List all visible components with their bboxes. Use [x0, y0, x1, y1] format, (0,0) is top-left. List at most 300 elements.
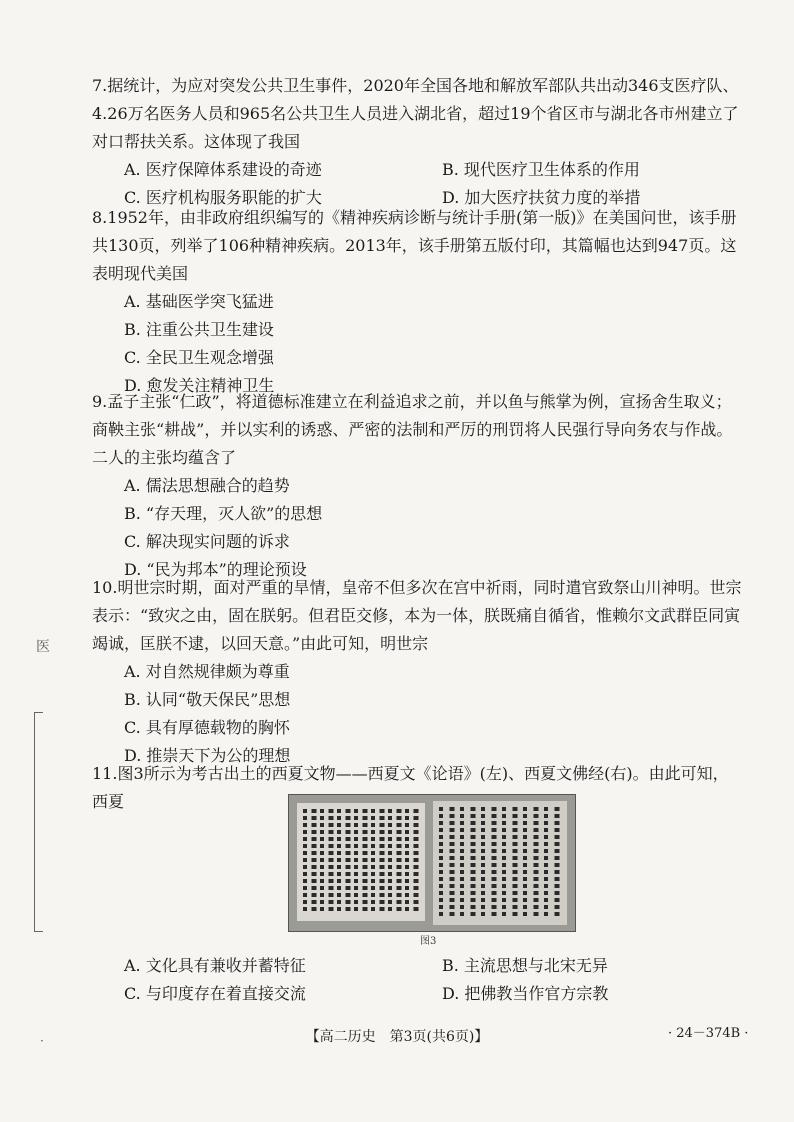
- manuscript-glyph: [337, 851, 341, 855]
- manuscript-glyph: [354, 851, 358, 855]
- manuscript-glyph: [544, 891, 548, 895]
- manuscript-glyph: [523, 884, 527, 888]
- question-9-option-d[interactable]: D. “民为邦本”的理论预设: [124, 560, 307, 579]
- manuscript-glyph: [523, 877, 527, 881]
- manuscript-glyph: [513, 905, 518, 909]
- question-9-stem: 9.孟子主张“仁政”，将道德标准建立在利益追求之前，并以鱼与熊掌为例，宣扬舍生取义；商鞅主张“耕战”，并以实利的诱惑、严密的法制和严厉的刑罚将人民强行导向务农与作战。二人的主张均蕴含了: [92, 392, 733, 467]
- manuscript-glyph: [320, 851, 324, 855]
- manuscript-glyph: [450, 807, 455, 811]
- manuscript-glyph: [492, 807, 497, 811]
- manuscript-glyph: [534, 877, 539, 881]
- manuscript-glyph: [380, 816, 385, 820]
- manuscript-glyph: [544, 814, 548, 818]
- manuscript-glyph: [337, 844, 341, 848]
- manuscript-glyph: [555, 828, 560, 832]
- manuscript-glyph: [534, 898, 539, 902]
- manuscript-glyph: [513, 891, 518, 895]
- manuscript-glyph: [371, 823, 375, 827]
- manuscript-glyph: [513, 828, 518, 832]
- manuscript-glyph: [346, 858, 351, 862]
- question-8-option-b[interactable]: B. 注重公共卫生建设: [124, 320, 274, 339]
- manuscript-glyph: [544, 884, 548, 888]
- manuscript-glyph: [312, 851, 317, 855]
- manuscript-glyph: [502, 814, 506, 818]
- manuscript-glyph: [502, 842, 506, 846]
- manuscript-glyph: [337, 865, 341, 869]
- manuscript-glyph: [337, 872, 341, 876]
- manuscript-glyph: [371, 893, 375, 897]
- manuscript-glyph: [439, 821, 443, 825]
- manuscript-glyph: [523, 821, 527, 825]
- manuscript-glyph: [414, 837, 419, 841]
- manuscript-glyph: [303, 837, 307, 841]
- manuscript-glyph: [329, 851, 334, 855]
- figure-3-right-sutra-page: [433, 801, 567, 925]
- question-10-options: [92, 658, 742, 770]
- manuscript-glyph: [523, 905, 527, 909]
- manuscript-glyph: [471, 884, 476, 888]
- manuscript-glyph: [320, 809, 324, 813]
- manuscript-glyph: [544, 856, 548, 860]
- manuscript-glyph: [303, 886, 307, 890]
- question-11-options: [92, 952, 742, 1008]
- manuscript-glyph: [312, 830, 317, 834]
- manuscript-glyph: [492, 884, 497, 888]
- manuscript-glyph: [405, 886, 409, 890]
- manuscript-glyph: [492, 898, 497, 902]
- manuscript-glyph: [329, 865, 334, 869]
- manuscript-glyph: [337, 809, 341, 813]
- manuscript-glyph: [320, 886, 324, 890]
- manuscript-glyph: [450, 870, 455, 874]
- manuscript-glyph: [481, 863, 485, 867]
- manuscript-glyph: [405, 900, 409, 904]
- manuscript-glyph: [388, 886, 392, 890]
- manuscript-glyph: [523, 835, 527, 839]
- manuscript-glyph: [544, 821, 548, 825]
- manuscript-glyph: [329, 886, 334, 890]
- manuscript-glyph: [471, 877, 476, 881]
- manuscript-glyph: [414, 879, 419, 883]
- manuscript-glyph: [544, 828, 548, 832]
- manuscript-glyph: [414, 900, 419, 904]
- manuscript-glyph: [513, 807, 518, 811]
- manuscript-glyph: [337, 837, 341, 841]
- manuscript-glyph: [414, 872, 419, 876]
- manuscript-glyph: [502, 807, 506, 811]
- manuscript-glyph: [534, 828, 539, 832]
- manuscript-glyph: [303, 900, 307, 904]
- manuscript-glyph: [523, 856, 527, 860]
- manuscript-glyph: [320, 858, 324, 862]
- manuscript-glyph: [397, 844, 402, 848]
- manuscript-glyph: [346, 893, 351, 897]
- manuscript-glyph: [371, 907, 375, 911]
- manuscript-glyph: [439, 807, 443, 811]
- question-7-option-b[interactable]: B. 现代医疗卫生体系的作用: [442, 160, 640, 179]
- manuscript-glyph: [388, 858, 392, 862]
- manuscript-glyph: [460, 912, 464, 916]
- manuscript-glyph: [388, 900, 392, 904]
- manuscript-glyph: [460, 842, 464, 846]
- manuscript-glyph: [397, 837, 402, 841]
- manuscript-glyph: [502, 828, 506, 832]
- manuscript-glyph: [492, 856, 497, 860]
- manuscript-glyph: [523, 807, 527, 811]
- manuscript-glyph: [363, 816, 368, 820]
- manuscript-glyph: [354, 886, 358, 890]
- manuscript-glyph: [354, 844, 358, 848]
- manuscript-glyph: [555, 814, 560, 818]
- manuscript-glyph: [329, 858, 334, 862]
- manuscript-glyph: [397, 865, 402, 869]
- question-9-option-b[interactable]: B. “存天理，灭人欲”的思想: [124, 504, 323, 523]
- manuscript-glyph: [523, 912, 527, 916]
- manuscript-glyph: [460, 870, 464, 874]
- manuscript-glyph: [320, 865, 324, 869]
- manuscript-glyph: [312, 858, 317, 862]
- manuscript-glyph: [397, 886, 402, 890]
- manuscript-glyph: [337, 816, 341, 820]
- manuscript-glyph: [329, 830, 334, 834]
- manuscript-glyph: [481, 835, 485, 839]
- manuscript-glyph: [380, 872, 385, 876]
- manuscript-glyph: [544, 905, 548, 909]
- manuscript-glyph: [450, 814, 455, 818]
- manuscript-glyph: [555, 856, 560, 860]
- manuscript-glyph: [450, 828, 455, 832]
- question-9-option-c[interactable]: C. 解决现实问题的诉求: [124, 532, 290, 551]
- figure-3-left-analects-page: [297, 803, 425, 921]
- manuscript-glyph: [460, 821, 464, 825]
- question-7-option-c[interactable]: C. 医疗机构服务职能的扩大: [124, 188, 322, 207]
- manuscript-glyph: [471, 814, 476, 818]
- manuscript-glyph: [534, 807, 539, 811]
- manuscript-glyph: [405, 809, 409, 813]
- manuscript-glyph: [320, 879, 324, 883]
- manuscript-glyph: [534, 821, 539, 825]
- manuscript-glyph: [439, 891, 443, 895]
- manuscript-glyph: [460, 814, 464, 818]
- manuscript-glyph: [354, 830, 358, 834]
- manuscript-glyph: [523, 870, 527, 874]
- manuscript-glyph: [439, 842, 443, 846]
- manuscript-glyph: [534, 842, 539, 846]
- manuscript-glyph: [337, 858, 341, 862]
- manuscript-glyph: [523, 828, 527, 832]
- manuscript-glyph: [544, 912, 548, 916]
- manuscript-glyph: [337, 907, 341, 911]
- manuscript-glyph: [371, 830, 375, 834]
- manuscript-glyph: [460, 891, 464, 895]
- manuscript-glyph: [513, 898, 518, 902]
- manuscript-glyph: [471, 912, 476, 916]
- manuscript-glyph: [513, 842, 518, 846]
- manuscript-glyph: [371, 851, 375, 855]
- question-10-option-d[interactable]: D. 推崇天下为公的理想: [124, 746, 291, 765]
- paper-code: · 24－374B ·: [668, 1026, 749, 1041]
- manuscript-glyph: [380, 823, 385, 827]
- manuscript-glyph: [346, 816, 351, 820]
- manuscript-glyph: [363, 865, 368, 869]
- manuscript-glyph: [388, 907, 392, 911]
- manuscript-glyph: [555, 912, 560, 916]
- question-7-option-a[interactable]: A. 医疗保障体系建设的奇迹: [124, 160, 322, 179]
- manuscript-glyph: [471, 856, 476, 860]
- manuscript-glyph: [346, 809, 351, 813]
- manuscript-glyph: [555, 870, 560, 874]
- manuscript-glyph: [439, 877, 443, 881]
- manuscript-glyph: [439, 856, 443, 860]
- manuscript-glyph: [492, 870, 497, 874]
- question-8-option-d[interactable]: D. 愈发关注精神卫生: [124, 376, 275, 395]
- manuscript-glyph: [450, 912, 455, 916]
- manuscript-glyph: [544, 842, 548, 846]
- question-11-option-c[interactable]: C. 与印度存在着直接交流: [124, 984, 306, 1003]
- manuscript-glyph: [534, 905, 539, 909]
- question-11-option-d[interactable]: D. 把佛教当作官方宗教: [442, 984, 609, 1003]
- manuscript-glyph: [346, 837, 351, 841]
- manuscript-glyph: [544, 877, 548, 881]
- manuscript-glyph: [320, 893, 324, 897]
- manuscript-glyph: [388, 837, 392, 841]
- binding-line: [34, 712, 43, 932]
- manuscript-glyph: [329, 907, 334, 911]
- manuscript-glyph: [439, 849, 443, 853]
- manuscript-glyph: [380, 851, 385, 855]
- manuscript-glyph: [397, 851, 402, 855]
- manuscript-glyph: [388, 844, 392, 848]
- manuscript-glyph: [363, 851, 368, 855]
- manuscript-glyph: [312, 809, 317, 813]
- manuscript-glyph: [555, 884, 560, 888]
- manuscript-glyph: [397, 893, 402, 897]
- question-10-option-a[interactable]: A. 对自然规律颇为尊重: [124, 662, 290, 681]
- manuscript-glyph: [346, 907, 351, 911]
- manuscript-glyph: [354, 893, 358, 897]
- manuscript-glyph: [354, 865, 358, 869]
- manuscript-glyph: [329, 893, 334, 897]
- manuscript-glyph: [320, 844, 324, 848]
- manuscript-glyph: [439, 814, 443, 818]
- manuscript-glyph: [329, 872, 334, 876]
- manuscript-glyph: [450, 821, 455, 825]
- margin-mark: 医: [36, 639, 50, 655]
- manuscript-glyph: [405, 851, 409, 855]
- manuscript-glyph: [502, 884, 506, 888]
- question-7-stem: 7.据统计，为应对突发公共卫生事件，2020年全国各地和解放军部队共出动346支医疗队、4.26万名医务人员和965名公共卫生人员进入湖北省，超过19个省区市与湖北各市州建立了对口帮扶关系。这体现了我国: [92, 76, 739, 151]
- manuscript-glyph: [471, 828, 476, 832]
- question-8-option-a[interactable]: A. 基础医学突飞猛进: [124, 292, 274, 311]
- manuscript-glyph: [388, 816, 392, 820]
- manuscript-glyph: [320, 830, 324, 834]
- manuscript-glyph: [414, 907, 419, 911]
- manuscript-glyph: [363, 900, 368, 904]
- manuscript-glyph: [471, 849, 476, 853]
- manuscript-glyph: [450, 842, 455, 846]
- manuscript-glyph: [371, 900, 375, 904]
- manuscript-glyph: [460, 856, 464, 860]
- manuscript-glyph: [405, 844, 409, 848]
- manuscript-glyph: [337, 893, 341, 897]
- manuscript-glyph: [513, 835, 518, 839]
- manuscript-glyph: [363, 858, 368, 862]
- manuscript-glyph: [388, 830, 392, 834]
- manuscript-glyph: [414, 830, 419, 834]
- manuscript-glyph: [312, 900, 317, 904]
- manuscript-glyph: [303, 893, 307, 897]
- manuscript-glyph: [363, 809, 368, 813]
- manuscript-glyph: [380, 900, 385, 904]
- manuscript-glyph: [450, 849, 455, 853]
- manuscript-glyph: [523, 842, 527, 846]
- manuscript-glyph: [363, 907, 368, 911]
- manuscript-glyph: [523, 891, 527, 895]
- manuscript-glyph: [363, 844, 368, 848]
- manuscript-glyph: [320, 837, 324, 841]
- manuscript-glyph: [363, 872, 368, 876]
- manuscript-glyph: [363, 830, 368, 834]
- manuscript-glyph: [481, 807, 485, 811]
- question-11-options-block: [92, 952, 742, 1008]
- question-10-option-c[interactable]: C. 具有厚德载物的胸怀: [124, 718, 290, 737]
- manuscript-glyph: [534, 835, 539, 839]
- manuscript-glyph: [492, 849, 497, 853]
- manuscript-glyph: [481, 891, 485, 895]
- manuscript-glyph: [502, 849, 506, 853]
- manuscript-glyph: [354, 907, 358, 911]
- question-8: [92, 204, 742, 400]
- manuscript-glyph: [371, 879, 375, 883]
- manuscript-glyph: [555, 842, 560, 846]
- manuscript-glyph: [380, 893, 385, 897]
- manuscript-glyph: [513, 821, 518, 825]
- question-9: [92, 388, 742, 584]
- manuscript-glyph: [414, 809, 419, 813]
- manuscript-glyph: [303, 872, 307, 876]
- manuscript-glyph: [405, 879, 409, 883]
- question-10-option-b[interactable]: B. 认同“敬天保民”思想: [124, 690, 291, 709]
- manuscript-glyph: [354, 900, 358, 904]
- manuscript-glyph: [471, 905, 476, 909]
- manuscript-glyph: [320, 823, 324, 827]
- manuscript-glyph: [371, 886, 375, 890]
- manuscript-glyph: [534, 814, 539, 818]
- manuscript-glyph: [371, 809, 375, 813]
- manuscript-glyph: [534, 912, 539, 916]
- manuscript-glyph: [439, 905, 443, 909]
- question-8-option-c[interactable]: C. 全民卫生观念增强: [124, 348, 274, 367]
- question-11-option-b[interactable]: B. 主流思想与北宋无异: [442, 956, 608, 975]
- manuscript-glyph: [354, 837, 358, 841]
- manuscript-glyph: [481, 884, 485, 888]
- manuscript-glyph: [460, 863, 464, 867]
- manuscript-glyph: [337, 830, 341, 834]
- manuscript-glyph: [380, 907, 385, 911]
- figure-3-caption: 图3: [420, 936, 437, 947]
- manuscript-glyph: [481, 821, 485, 825]
- manuscript-glyph: [471, 807, 476, 811]
- manuscript-glyph: [329, 816, 334, 820]
- manuscript-glyph: [388, 823, 392, 827]
- manuscript-glyph: [481, 905, 485, 909]
- manuscript-glyph: [513, 870, 518, 874]
- manuscript-glyph: [397, 879, 402, 883]
- manuscript-glyph: [405, 907, 409, 911]
- manuscript-glyph: [405, 823, 409, 827]
- manuscript-glyph: [534, 891, 539, 895]
- manuscript-glyph: [312, 872, 317, 876]
- manuscript-glyph: [346, 823, 351, 827]
- manuscript-glyph: [414, 823, 419, 827]
- manuscript-glyph: [502, 898, 506, 902]
- manuscript-glyph: [380, 830, 385, 834]
- manuscript-glyph: [363, 893, 368, 897]
- manuscript-glyph: [414, 816, 419, 820]
- question-11-option-a[interactable]: A. 文化具有兼收并蓄特征: [124, 956, 306, 975]
- manuscript-glyph: [502, 856, 506, 860]
- manuscript-glyph: [555, 849, 560, 853]
- manuscript-glyph: [371, 844, 375, 848]
- margin-dot: ·: [40, 1034, 44, 1048]
- manuscript-glyph: [303, 851, 307, 855]
- manuscript-glyph: [380, 879, 385, 883]
- manuscript-glyph: [439, 912, 443, 916]
- manuscript-glyph: [481, 877, 485, 881]
- manuscript-glyph: [405, 872, 409, 876]
- manuscript-glyph: [414, 851, 419, 855]
- manuscript-glyph: [523, 863, 527, 867]
- manuscript-glyph: [439, 898, 443, 902]
- manuscript-glyph: [513, 877, 518, 881]
- manuscript-glyph: [346, 900, 351, 904]
- manuscript-glyph: [460, 849, 464, 853]
- manuscript-glyph: [555, 905, 560, 909]
- manuscript-glyph: [371, 858, 375, 862]
- manuscript-glyph: [460, 835, 464, 839]
- manuscript-glyph: [346, 872, 351, 876]
- manuscript-glyph: [303, 858, 307, 862]
- manuscript-glyph: [329, 844, 334, 848]
- question-10-stem: 10.明世宗时期，面对严重的旱情，皇帝不但多次在宫中祈雨，同时遣官致祭山川神明。世宗表示：“致灾之由，固在朕躬。但君臣交修，本为一体，朕既痛自循省，惟赖尔文武群臣同寅竭诚，匡朕不逮，以回天意。”由此可知，明世宗: [92, 578, 742, 653]
- manuscript-glyph: [450, 905, 455, 909]
- manuscript-glyph: [460, 877, 464, 881]
- manuscript-glyph: [312, 816, 317, 820]
- manuscript-glyph: [555, 877, 560, 881]
- manuscript-glyph: [534, 870, 539, 874]
- manuscript-glyph: [481, 898, 485, 902]
- manuscript-glyph: [534, 849, 539, 853]
- manuscript-glyph: [397, 907, 402, 911]
- manuscript-glyph: [312, 837, 317, 841]
- question-7-option-d[interactable]: D. 加大医疗扶贫力度的举措: [442, 188, 641, 207]
- manuscript-glyph: [329, 837, 334, 841]
- manuscript-glyph: [481, 912, 485, 916]
- manuscript-glyph: [439, 870, 443, 874]
- figure-3-left-text-columns: [297, 803, 425, 921]
- manuscript-glyph: [320, 900, 324, 904]
- manuscript-glyph: [492, 863, 497, 867]
- manuscript-glyph: [534, 863, 539, 867]
- question-8-options: [92, 288, 742, 400]
- manuscript-glyph: [555, 821, 560, 825]
- manuscript-glyph: [513, 849, 518, 853]
- manuscript-glyph: [405, 816, 409, 820]
- question-9-option-a[interactable]: A. 儒法思想融合的趋势: [124, 476, 290, 495]
- manuscript-glyph: [337, 900, 341, 904]
- manuscript-glyph: [388, 879, 392, 883]
- question-8-stem: 8.1952年，由非政府组织编写的《精神疾病诊断与统计手册(第一版)》在美国问世，该手册共130页，列举了106种精神疾病。2013年，该手册第五版付印，其篇幅也达到947页。这表明现代美国: [92, 208, 737, 283]
